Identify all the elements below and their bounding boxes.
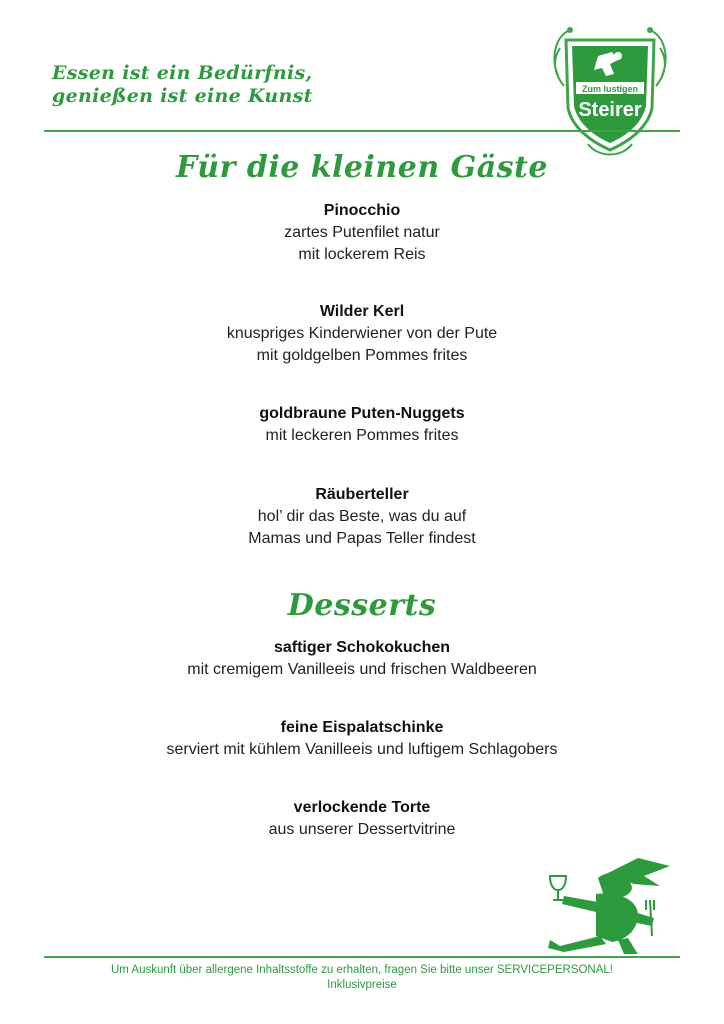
motto-line-2: genießen ist eine Kunst — [52, 85, 313, 107]
menu-item-name: saftiger Schokokuchen — [273, 639, 451, 656]
menu-item-desc: aus unserer Dessertvitrine — [268, 821, 456, 838]
menu-item-name: Wilder Kerl — [319, 303, 405, 320]
header-divider — [44, 130, 680, 132]
menu-item-desc: mit cremigem Vanilleeis und frischen Waldbeeren — [187, 661, 537, 678]
menu-item-desc: knuspriges Kinderwiener von der Pute — [226, 325, 498, 342]
menu-item-name: feine Eispalatschinke — [280, 719, 444, 736]
menu-item-desc: mit leckeren Pommes frites — [265, 427, 459, 444]
menu-item-name: goldbraune Puten-Nuggets — [259, 405, 465, 422]
svg-text:Steirer: Steirer — [578, 99, 642, 121]
menu-item-schokokuchen — [0, 637, 724, 681]
jester-waiter-mascot-icon — [540, 856, 676, 954]
menu-item-wilder-kerl — [0, 301, 724, 367]
menu-item-desc: serviert mit kühlem Vanilleeis und luftigem Schlagobers — [166, 741, 558, 758]
allergen-notice: Um Auskunft über allergene Inhaltsstoffe zu erhalten, fragen Sie bitte unser SERVICEPERSONAL! — [110, 964, 613, 976]
svg-text:Zum lustigen: Zum lustigen — [582, 84, 638, 94]
menu-item-raeuberteller — [0, 484, 724, 550]
kids-section-title: Für die kleinen Gäste — [176, 150, 548, 185]
menu-item-name: Räuberteller — [315, 486, 409, 503]
menu-item-name: Pinocchio — [323, 202, 401, 219]
menu-item-desc: zartes Putenfilet natur — [284, 224, 440, 241]
menu-item-desc: mit goldgelben Pommes frites — [256, 347, 468, 364]
menu-item-desc: hol’ dir das Beste, was du auf — [257, 508, 467, 525]
desserts-section-title: Desserts — [287, 588, 437, 623]
motto — [52, 62, 313, 108]
menu-item-name: verlockende Torte — [293, 799, 431, 816]
menu-item-desc: Mamas und Papas Teller findest — [248, 530, 476, 547]
price-notice: Inklusivpreise — [327, 979, 397, 991]
menu-item-torte — [0, 797, 724, 841]
footer-notice — [0, 963, 724, 993]
crest-shield-logo-icon — [548, 16, 672, 162]
menu-item-puten-nuggets — [0, 403, 724, 447]
menu-item-eispalatschinke — [0, 717, 724, 761]
footer-divider — [44, 956, 680, 958]
menu-item-pinocchio — [0, 200, 724, 266]
menu-item-desc: mit lockerem Reis — [298, 246, 426, 263]
motto-line-1: Essen ist ein Bedürfnis, — [52, 62, 313, 84]
